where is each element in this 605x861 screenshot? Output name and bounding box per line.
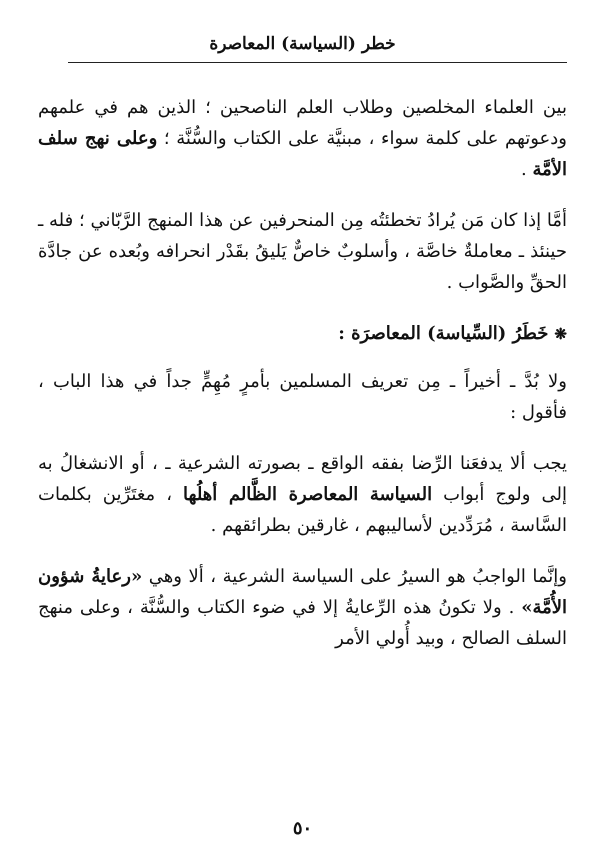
header-divider bbox=[68, 62, 567, 63]
paragraph-4 bbox=[38, 448, 567, 541]
paragraph-5-bold: «رعايةُ شؤون الأُمَّة» bbox=[38, 566, 567, 618]
section-heading bbox=[38, 318, 567, 350]
paragraph-1-end: . bbox=[520, 159, 533, 180]
section-heading-text: خَطَرُ (السِّياسة) المعاصرَة : bbox=[338, 323, 549, 344]
paragraph-1-bold: وعلى نهج سلف الأمَّة bbox=[38, 128, 567, 180]
running-header: خطر (السياسة) المعاصرة bbox=[209, 34, 396, 54]
paragraph-3 bbox=[38, 366, 567, 428]
page-body bbox=[38, 92, 567, 666]
paragraph-5-end: . ولا تكونُ هذه الرِّعايةُ إلا في ضوء الكتاب والسُّنَّة ، وعلى منهج السلف الصالح ، وبيد أُولي الأمر bbox=[38, 597, 567, 649]
asterism-icon: ❋ bbox=[554, 325, 567, 343]
paragraph-1 bbox=[38, 92, 567, 185]
paragraph-4-bold: السياسة المعاصرة الظَّالم أهلُها bbox=[183, 484, 433, 505]
paragraph-2 bbox=[38, 205, 567, 298]
paragraph-3-text: ولا بُدَّ ـ أخيراً ـ مِن تعريف المسلمين بأمرٍ مُهِمٍّ جداً في هذا الباب ، فأقول : bbox=[38, 371, 567, 423]
paragraph-4-end: ، مغتَرِّين بكلمات السَّاسة ، مُرَدِّدين لأساليبهم ، غارقين بطرائقهم . bbox=[38, 484, 567, 536]
paragraph-5 bbox=[38, 561, 567, 654]
paragraph-2-text: أمَّا إذا كان مَن يُرادُ تخطئتُه مِن المنحرفين عن هذا المنهج الرَّبّاني ؛ فله ـ حينئذ ـ معاملةٌ خاصَّة ، وأسلوبٌ خاصٌّ يَليقُ بقَدْر انحرافه وبُعده عن جادَّة الحقِّ والصَّواب . bbox=[38, 210, 567, 293]
page-number: ٥٠ bbox=[292, 818, 313, 839]
paragraph-1-text: بين العلماء المخلصين وطلاب العلم الناصحين ؛ الذين هم في علمهم ودعوتهم على كلمة سواء ، مبنيَّة على الكتاب والسُّنَّة ؛ bbox=[38, 97, 568, 149]
paragraph-5-text: وإنَّما الواجبُ هو السيرُ على السياسة الشرعية ، ألا وهي bbox=[142, 566, 567, 587]
paragraph-4-text: يجب ألا يدفعَنا الرِّضا بفقه الواقع ـ بصورته الشرعية ـ ، أو الانشغالُ به إلى ولوج أبواب bbox=[38, 453, 567, 505]
